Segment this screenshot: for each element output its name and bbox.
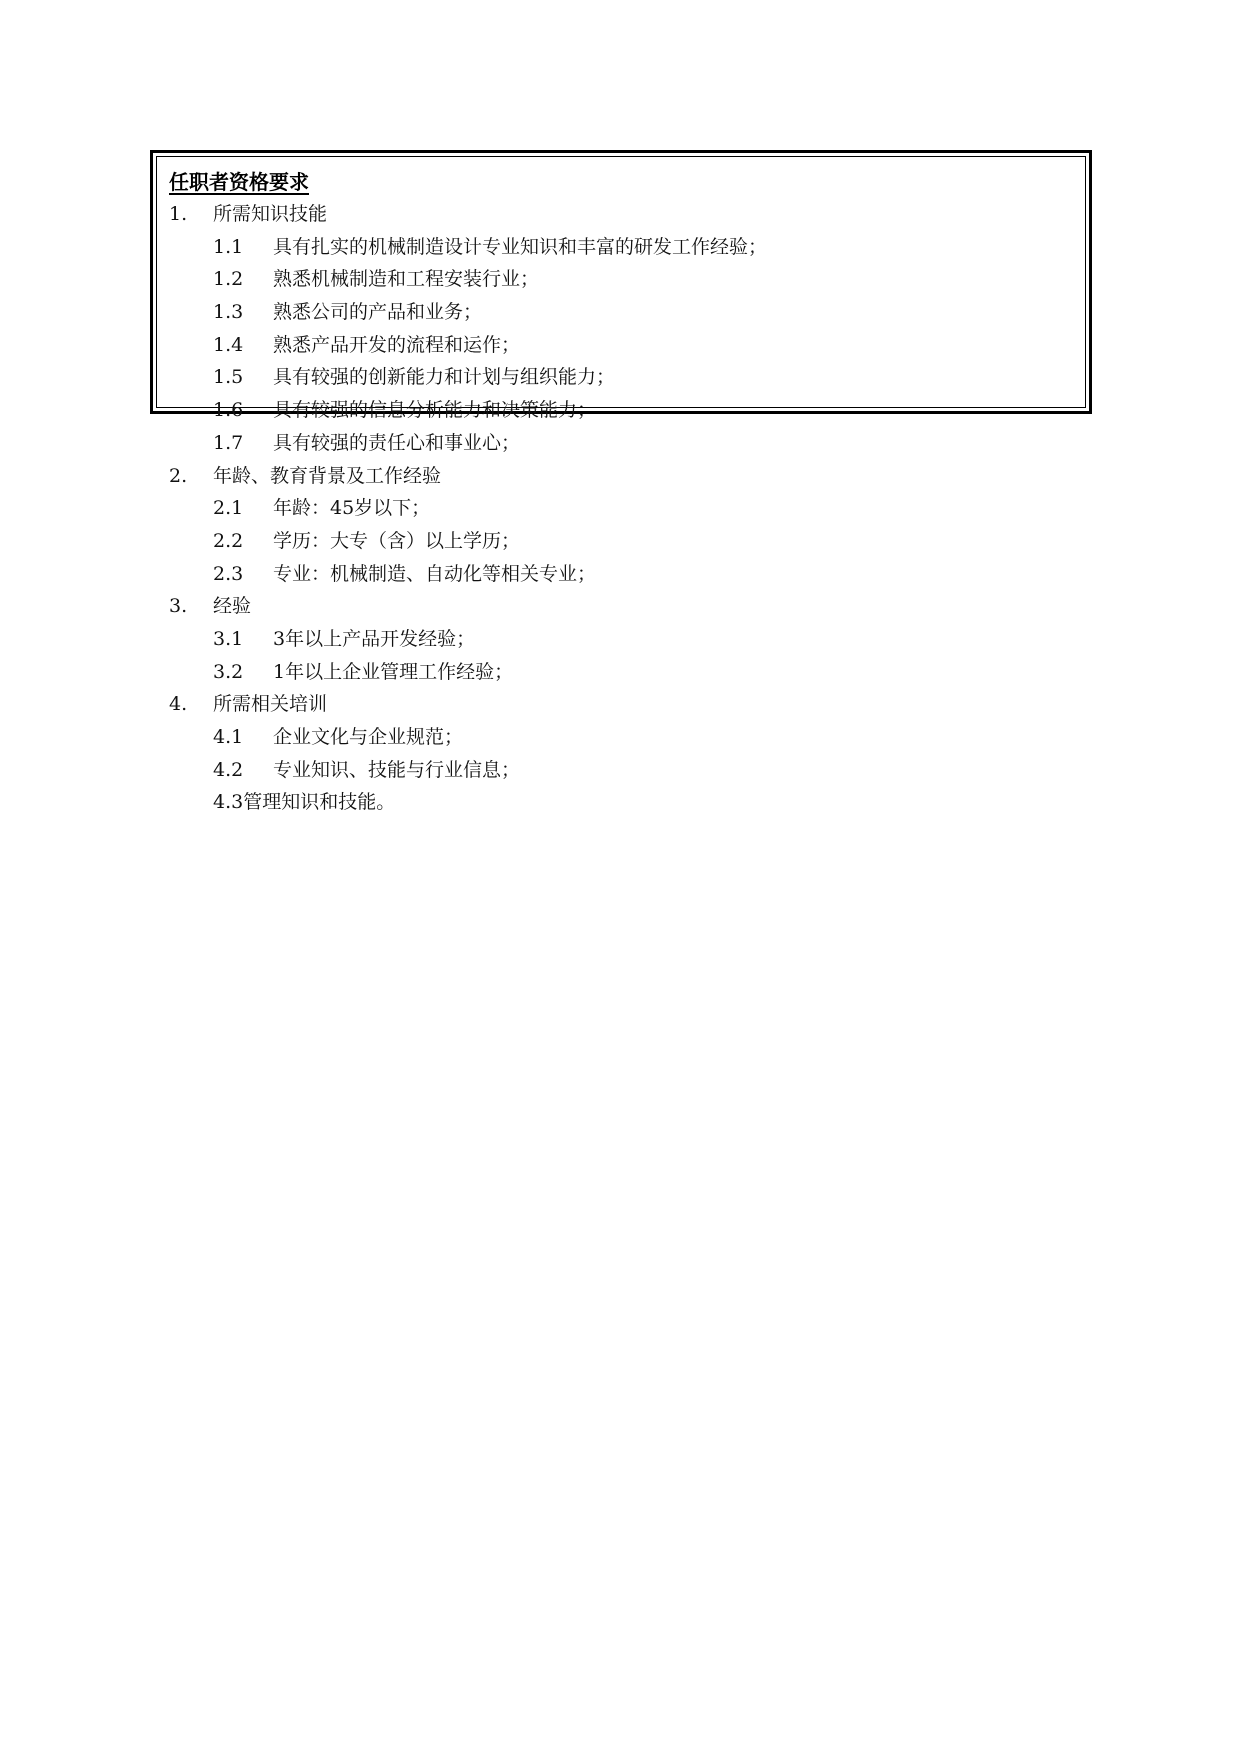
item-text: 熟悉产品开发的流程和运作； (273, 333, 521, 356)
item-text: 具有较强的创新能力和计划与组织能力； (273, 366, 616, 389)
section-title: 任职者资格要求 (169, 170, 309, 194)
list-item (169, 525, 1075, 558)
item-number: 1.7 (213, 431, 244, 454)
list-item (169, 329, 1075, 362)
section-label: 所需相关培训 (213, 693, 328, 716)
item-text: 具有较强的责任心和事业心； (273, 431, 521, 454)
item-number: 4.2 (213, 758, 244, 781)
item-number: 1.5 (213, 366, 244, 389)
requirements-cell (156, 156, 1086, 814)
item-text: 熟悉机械制造和工程安装行业； (273, 268, 540, 291)
item-text: 企业文化与企业规范； (273, 726, 464, 748)
section-number: 3. (169, 595, 188, 618)
section-label: 经验 (213, 595, 252, 618)
requirements-table (150, 150, 1092, 814)
section-heading (169, 590, 1075, 623)
list-item (169, 656, 1075, 689)
item-number: 2.1 (213, 497, 244, 520)
section-label: 所需知识技能 (213, 203, 328, 225)
section-number: 2. (169, 464, 188, 487)
list-item (169, 263, 1075, 296)
item-number: 4.1 (213, 726, 244, 748)
list-item (169, 296, 1075, 329)
item-number: 4.3 (213, 791, 244, 814)
section-number: 1. (169, 203, 188, 225)
list-item (169, 786, 1075, 819)
list-item (169, 427, 1075, 460)
item-text: 年龄：45岁以下； (273, 497, 431, 520)
list-item (169, 623, 1075, 656)
item-number: 3.1 (213, 627, 244, 650)
item-number: 1.6 (213, 399, 244, 422)
item-number: 1.1 (213, 235, 244, 258)
item-text: 学历：大专（含）以上学历； (273, 529, 521, 552)
item-text: 3年以上产品开发经验； (273, 627, 476, 650)
section-heading (169, 198, 1075, 231)
list-item (169, 492, 1075, 525)
item-number: 1.2 (213, 268, 244, 291)
list-item (169, 754, 1075, 787)
section-label: 年龄、教育背景及工作经验 (213, 464, 442, 487)
list-item (169, 394, 1075, 427)
item-text: 专业：机械制造、自动化等相关专业； (273, 562, 597, 585)
item-text: 具有扎实的机械制造设计专业知识和丰富的研发工作经验； (273, 235, 768, 258)
list-item (169, 361, 1075, 394)
item-text: 管理知识和技能。 (243, 791, 396, 814)
item-number: 2.2 (213, 529, 244, 552)
item-number: 1.4 (213, 333, 244, 356)
item-number: 1.3 (213, 301, 244, 324)
item-number: 3.2 (213, 660, 244, 683)
list-item (169, 558, 1075, 591)
section-heading (169, 460, 1075, 493)
section-number: 4. (169, 693, 188, 716)
item-text: 具有较强的信息分析能力和决策能力； (273, 399, 597, 422)
section-heading (169, 688, 1075, 721)
requirements-content (169, 166, 1075, 819)
item-number: 2.3 (213, 562, 244, 585)
item-text: 1年以上企业管理工作经验； (273, 660, 514, 683)
list-item (169, 231, 1075, 264)
item-text: 熟悉公司的产品和业务； (273, 301, 483, 324)
list-item (169, 721, 1075, 754)
item-text: 专业知识、技能与行业信息； (273, 758, 521, 781)
